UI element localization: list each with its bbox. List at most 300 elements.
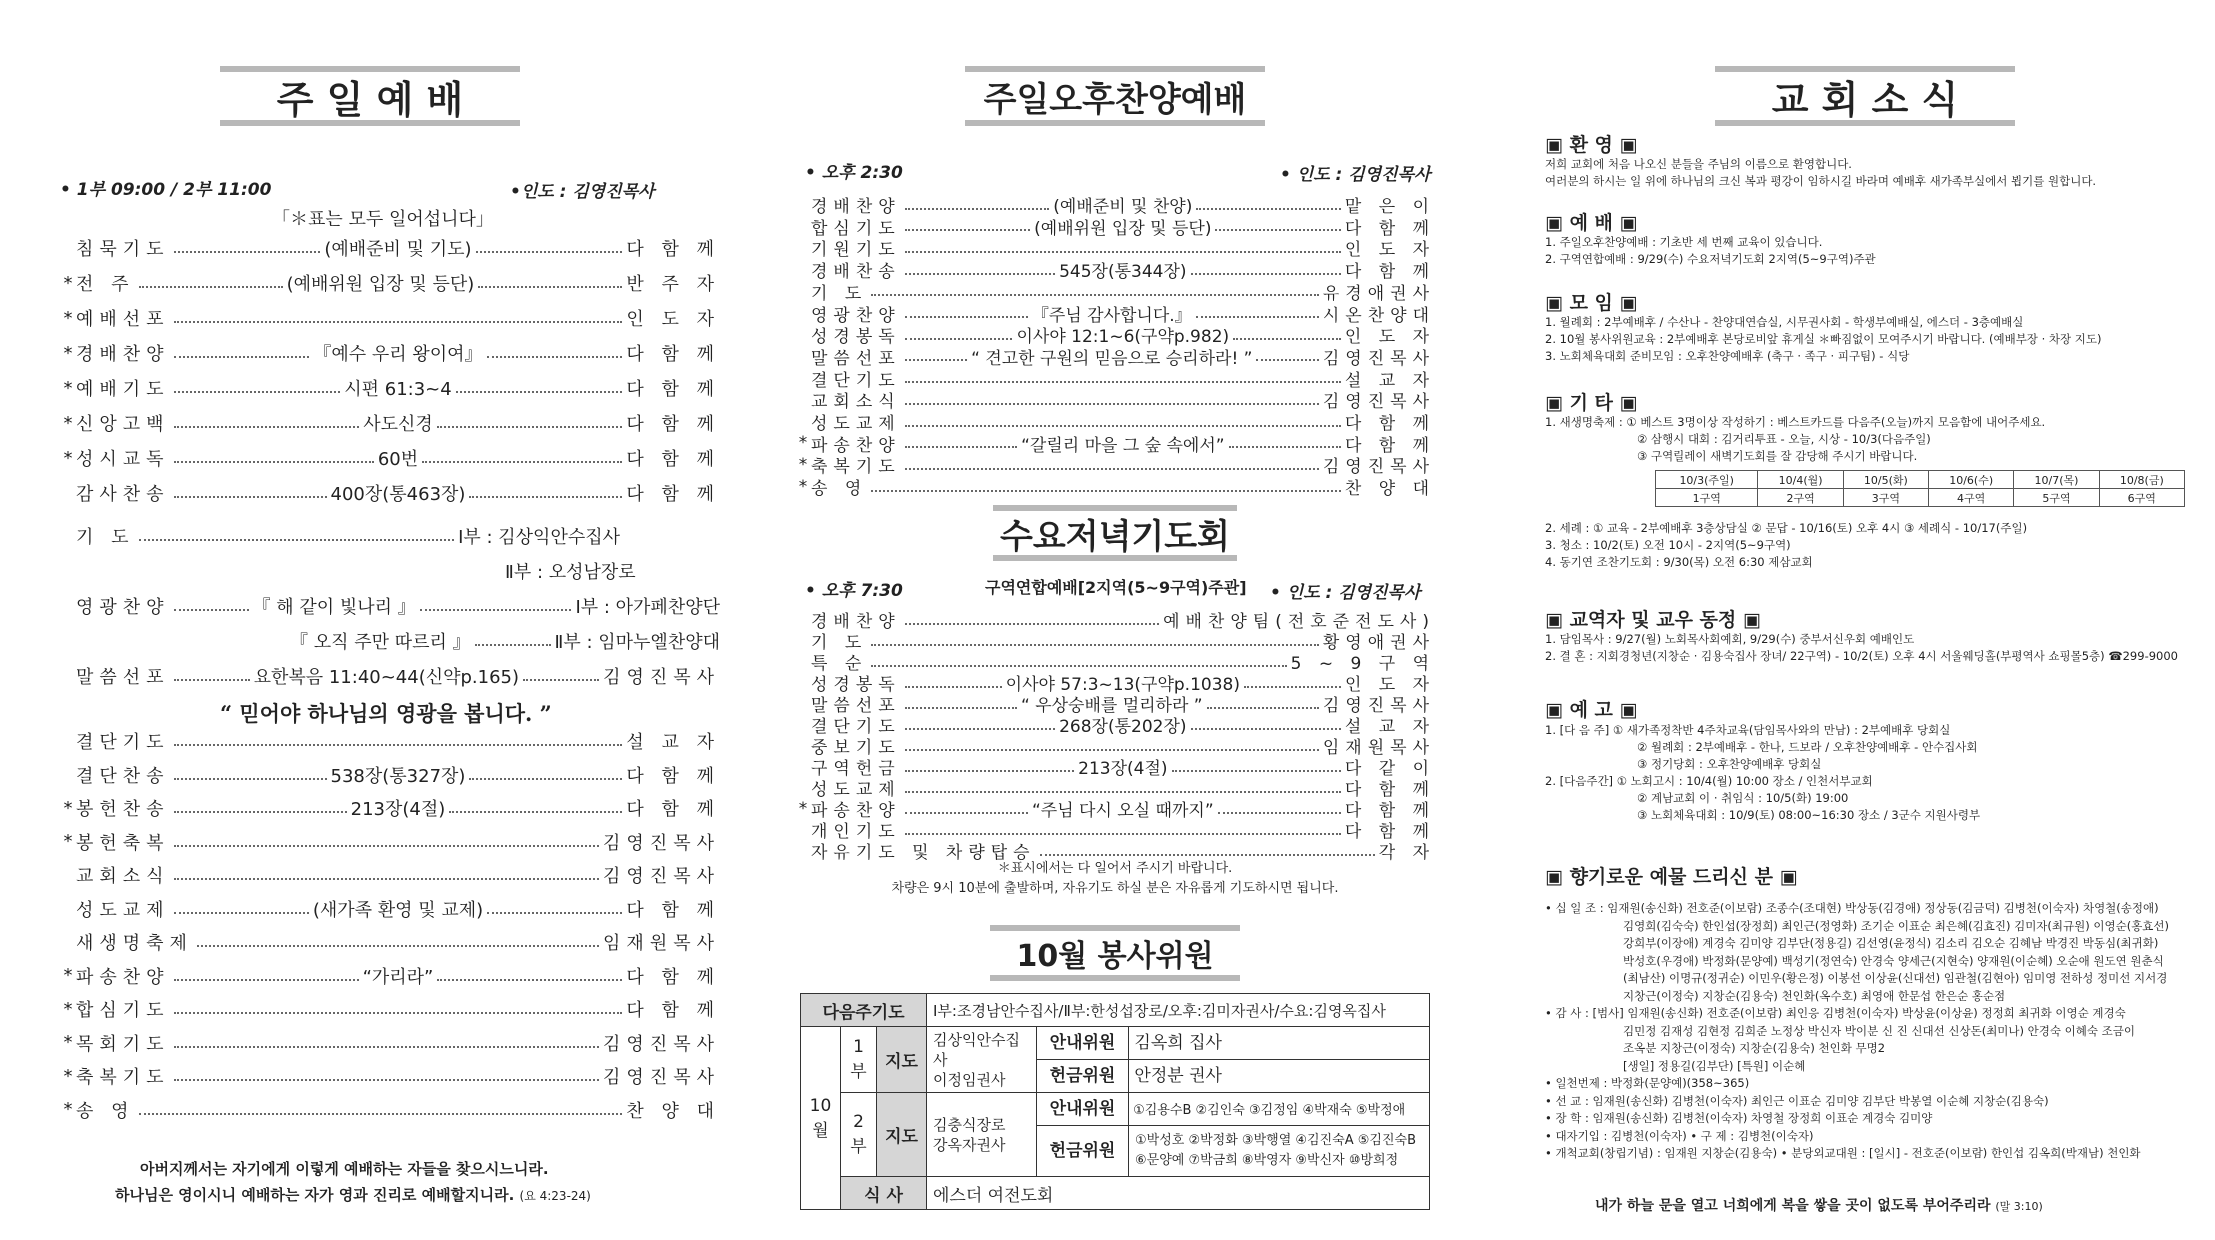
order-leader: 김영진목사 (1322, 457, 1435, 478)
order-label: 파송찬양 (76, 966, 170, 988)
leader-dots (905, 741, 1319, 751)
order-row (60, 963, 720, 989)
leader-dots (1191, 265, 1341, 275)
etc-line: 2. 세례 : ① 교육 - 2부예배후 3층상담실 ② 문답 - 10/16(토) 오후 4시 ③ 세례식 - 10/17(주일) (1545, 521, 2028, 535)
offering-line: 김영희(김숙숙) 한인섭(장정희) 최인근(정영화) 조기순 이표순 최은혜(김효진) 김미자(최규원) 이영순(홍효선) (1623, 918, 2170, 933)
leader-dots (476, 243, 623, 253)
order-label: 결단기도 (76, 732, 170, 753)
leader-dots (174, 1071, 599, 1081)
leader-dots (905, 699, 1017, 709)
order-leader: 김영진목사 (603, 832, 720, 854)
leader-dots (1229, 438, 1341, 448)
preview-line: 2. [다음주간] ① 노회고시 : 10/4(월) 10:00 장소 / 인천서부교회 (1545, 774, 1873, 788)
order-detail: 사도신경 (363, 414, 433, 435)
footer-ref: (요 4:23-24) (519, 1189, 591, 1203)
table-row (801, 1177, 1430, 1210)
usher-label: 안내위원 (1037, 1093, 1129, 1125)
leader-dots (174, 803, 347, 813)
order-leader: 찬 양 대 (1344, 479, 1435, 500)
order-label: 전 주 (76, 274, 135, 295)
sunday-worship-title: 주 일 예 배 (220, 66, 520, 126)
part-1-usher: 김옥희 집사 (1134, 1033, 1222, 1053)
order-leader: 다 함 께 (1344, 262, 1435, 283)
standing-mark: * (63, 1032, 73, 1053)
staff-news-line: 1. 담임목사 : 9/27(월) 노회목사회예회, 9/29(수) 중부서신우회 예배인도 (1545, 632, 1915, 646)
order-row (60, 235, 720, 261)
meal-label: 식 사 (841, 1177, 927, 1210)
leader-dots (905, 243, 1341, 253)
preview-heading: ▣ 예 고 ▣ (1545, 699, 1638, 721)
staff-news-heading: ▣ 교역자 및 교우 동정 ▣ (1545, 609, 1761, 631)
leader-dots (905, 615, 1159, 625)
order-leader: 다 함 께 (1344, 780, 1435, 800)
leader-dots (871, 482, 1341, 492)
leader-dots (871, 657, 1286, 667)
standing-mark: * (63, 1099, 73, 1120)
leader-dots (174, 671, 250, 681)
praise-row-2 (290, 628, 720, 654)
order-leader: 다 함 께 (626, 1000, 720, 1021)
order-leader: 다 함 께 (1344, 414, 1435, 434)
offering-line: 박성호(우경애) 박정화(문양예) 백성기(정연숙) 안경숙 양세근(지현숙) 양재원(이순혜) 오순애 원도연 원춘식 (1623, 953, 2164, 968)
order-label: 봉헌축복 (76, 832, 170, 854)
leader-dots (905, 825, 1341, 835)
prayer-row (60, 523, 620, 549)
relay-date: 10/5(화) (1843, 471, 1928, 489)
relay-date: 10/7(목) (2014, 471, 2099, 489)
offering-heading: ▣ 향기로운 예물 드리신 분 ▣ (1545, 866, 1798, 888)
order-label: 성경봉독 (811, 675, 901, 695)
etc-heading: ▣ 기 타 ▣ (1545, 392, 1638, 414)
order-label: 결단찬송 (76, 765, 170, 787)
welcome-line: 여러분의 하시는 일 위에 하나님의 크신 복과 평강이 임하시길 바라며 예배후 새가족부실에서 뵙기를 원합니다. (1545, 174, 2097, 188)
order-row (60, 1097, 720, 1123)
sermon-row (60, 663, 720, 689)
leader-dots (174, 601, 249, 611)
order-label: 파송찬양 (811, 435, 901, 456)
part-1-cell: 1부 (841, 1027, 877, 1093)
standing-mark: * (798, 433, 808, 454)
leader-dots (1191, 720, 1341, 730)
staff-news-line: 2. 결 혼 : 지회경청년(지창순 · 김용숙집사 장녀/ 22구역) - 10/2(토) 오후 4시 서울웨딩홀(부평역사 쇼핑몰5층) ☎299-9000 (1545, 649, 2178, 663)
leader-dots (139, 1105, 623, 1115)
leader-dots (174, 736, 623, 746)
leader-dots (905, 330, 1013, 340)
leader-dots (478, 278, 622, 288)
order-label: 목회기도 (76, 1033, 170, 1055)
order-leader: 인 도 자 (1344, 675, 1436, 695)
table-row (1656, 489, 2185, 507)
leader-dots (174, 243, 321, 253)
standing-mark: * (798, 798, 808, 819)
offering-label: 헌금위원 (1037, 1126, 1129, 1176)
sunday-worship-column (20, 0, 730, 1240)
leader-dots (174, 1038, 599, 1048)
offering-line: • 개척교회(창립기념) : 임재원 지창순(김용숙) • 분당외교대원 : [일시] - 전호준(이보람) 한인섭 김옥희(박재남) 천인화 (1545, 1146, 2141, 1160)
standing-mark: * (63, 831, 73, 852)
leader-dots (174, 870, 599, 880)
leader-dots (905, 460, 1319, 470)
part-1-offering-cell (1037, 1060, 1430, 1093)
leader-dots (174, 418, 360, 428)
afternoon-worship-title: 주일오후찬양예배 (965, 66, 1265, 126)
praise-leader-1: Ⅰ부 : 아가페찬양단 (575, 597, 720, 618)
worship-line: 1. 주일오후찬양예배 : 기초반 세 번째 교육이 있습니다. (1545, 235, 1823, 249)
order-leader: 다 함 께 (626, 449, 720, 470)
standing-mark: * (63, 797, 73, 819)
church-news-column (1545, 0, 2200, 1240)
order-label: 중보기도 (811, 738, 901, 758)
order-leader: 각 자 (1378, 843, 1435, 863)
part-2-offering-2: ⑥문양예 ⑦박금희 ⑧박영자 ⑨박신자 ⑩방희정 (1135, 1153, 1399, 1168)
order-label: 말씀선포 (76, 667, 170, 688)
leader-category: 지도 (877, 1093, 927, 1177)
leader-dots (905, 200, 1050, 210)
afternoon-time: • 오후 2:30 (805, 163, 903, 183)
order-detail: (예배위원 입장 및 등단) (286, 274, 475, 295)
leader-dots (174, 770, 327, 780)
part-2-leaders: 김충식장로 강옥자권사 (927, 1093, 1037, 1177)
part-2-cell: 2부 (841, 1093, 877, 1177)
order-row (60, 795, 720, 821)
sermon-scripture: 요한복음 11:40~44(신약p.165) (253, 667, 520, 688)
order-row (60, 728, 720, 754)
leader-dots (905, 783, 1341, 793)
order-label: 송 영 (76, 1100, 135, 1122)
meeting-line: 3. 노회체육대회 준비모임 : 오후찬양예배후 (축구 · 족구 · 피구팀) - 식당 (1545, 349, 1910, 363)
order-label: 교회소식 (76, 866, 170, 887)
leader-dots (905, 351, 967, 361)
relay-group: 2구역 (1758, 489, 1843, 507)
order-label: 기 도 (811, 633, 868, 653)
order-label: 경배찬송 (811, 262, 901, 283)
preview-line: ③ 노회체육대회 : 10/9(토) 08:00~16:30 장소 / 3군수 지원사령부 (1637, 808, 1981, 822)
order-leader: 인 도 자 (1344, 327, 1435, 348)
order-label: 예배선포 (76, 309, 170, 330)
order-label: 신앙고백 (76, 414, 170, 435)
order-label: 성도교제 (811, 780, 901, 800)
leader-dots (1233, 330, 1341, 340)
order-leader: 김영진목사 (603, 1067, 720, 1088)
standing-note: 「＊표는 모두 일어섭니다」 (272, 209, 494, 230)
leader-dots (1256, 351, 1318, 361)
order-leader: 설 교 자 (1344, 717, 1435, 737)
order-leader: 시온찬양대 (1322, 305, 1435, 326)
order-label: 영광찬양 (811, 305, 901, 326)
order-label: 자유기도 및 차량탑승 (811, 843, 1036, 863)
meeting-line: 1. 월례회 : 2부예배후 / 수산나 - 찬양대연습실, 시무권사회 - 학생부예배실, 에스더 - 3층예배실 (1545, 315, 2024, 329)
order-row (60, 996, 720, 1022)
offering-line: 김민정 김재성 김현정 김희준 노정상 박신자 박이분 신 진 신대선 신상돈(최미나) 안경숙 이혜숙 조금이 (1623, 1023, 2135, 1038)
order-label: 성도교제 (76, 899, 170, 921)
part-1-usher-cell (1037, 1027, 1430, 1060)
volunteers-title: 10월 봉사위원 (990, 925, 1240, 981)
order-row (60, 1063, 720, 1089)
leader-dots (174, 453, 374, 463)
leader-dots (1215, 221, 1340, 231)
leader-dots (1040, 846, 1375, 856)
table-row (801, 1093, 1430, 1126)
leader-dots (174, 837, 599, 847)
part-1-leaders: 김상익안수집사 이정임권사 (927, 1027, 1037, 1093)
order-label: 기원기도 (811, 240, 901, 261)
relay-group: 6구역 (2099, 489, 2184, 507)
sermon-leader: 김영진목사 (603, 667, 721, 688)
order-detail: “가리라” (362, 966, 434, 988)
order-leader: 유경애권사 (1322, 283, 1435, 304)
leader-dots (905, 308, 1028, 318)
order-leader: 찬 양 대 (626, 1100, 720, 1122)
order-leader: 임재원목사 (1322, 738, 1435, 758)
preview-line: ② 계남교회 이 · 취임식 : 10/5(화) 19:00 (1637, 791, 1849, 805)
order-leader: 황영애권사 (1322, 633, 1435, 653)
part-2-offering-names (1129, 1131, 1416, 1171)
standing-mark: * (63, 1065, 73, 1087)
order-row (60, 929, 720, 955)
order-label: 교회소식 (811, 392, 901, 413)
order-label: 성도교제 (811, 414, 901, 434)
etc-line: ③ 구역릴레이 새벽기도회를 잘 감당해 주시기 바랍니다. (1637, 449, 1918, 463)
offering-line: • 선 교 : 임재원(송신화) 김병천(이숙자) 최인근 이표순 김미양 김부단 박봉열 이순혜 지창순(김용숙) (1545, 1093, 2049, 1108)
order-leader: 맡 은 이 (1344, 197, 1435, 217)
relay-date: 10/8(금) (2099, 471, 2184, 489)
order-detail: 이사야 57:3~13(구약p.1038) (1005, 675, 1240, 695)
leader-dots (422, 453, 622, 463)
leader-dots (475, 636, 551, 646)
offering-line: 조옥분 지창근(이정숙) 지창순(김용숙) 천인화 무명2 (1623, 1041, 1886, 1055)
welcome-heading: ▣ 환 영 ▣ (1545, 134, 1638, 156)
leader-dots (1207, 699, 1319, 709)
leader-dots (174, 348, 310, 358)
order-detail: 213장(4절) (1078, 759, 1168, 779)
wednesday-note-2: 차량은 9시 10분에 출발하며, 자유기도 하실 분은 자유롭게 기도하시면 됩니다. (891, 881, 1339, 896)
leader-dots (174, 904, 309, 914)
footer-verse-2 (115, 1184, 591, 1205)
order-label: 기 도 (811, 283, 868, 304)
order-leader: 김영진목사 (603, 866, 720, 887)
order-detail: 538장(통327장) (330, 765, 466, 787)
order-leader: 반 주 자 (626, 274, 720, 295)
leader-dots (905, 395, 1319, 405)
praise-row-1 (60, 593, 720, 619)
order-leader: 다 함 께 (1344, 822, 1435, 842)
service-leader: •인도 : 김영진목사 (510, 182, 655, 202)
order-detail: 이사야 12:1~6(구약p.982) (1016, 327, 1230, 348)
order-leader: 설 교 자 (626, 732, 720, 753)
order-detail: (예배위원 입장 및 등단) (1034, 218, 1212, 239)
order-label: 파송찬양 (811, 801, 901, 821)
leader-dots (437, 971, 622, 981)
order-leader: 다 함 께 (1344, 801, 1435, 821)
relay-prayer-table (1655, 470, 2185, 507)
order-label: 새생명축제 (76, 933, 193, 954)
order-row (60, 270, 720, 296)
order-label: 결단기도 (811, 370, 901, 391)
worship-heading: ▣ 예 배 ▣ (1545, 212, 1638, 234)
prayer-part-1: Ⅰ부 : 김상익안수집사 (458, 527, 620, 548)
order-label: 경배찬양 (76, 344, 170, 365)
order-label: 결단기도 (811, 717, 901, 737)
order-leader: 다 함 께 (1344, 218, 1435, 239)
leader-dots (174, 313, 623, 323)
standing-mark: * (63, 377, 73, 399)
order-label: 성시교독 (76, 449, 170, 470)
table-row (801, 1027, 1430, 1060)
order-leader: 인 도 자 (626, 309, 720, 330)
relay-group: 4구역 (1929, 489, 2014, 507)
offering-line: 강희부(이장애) 계경숙 김미양 김부단(정용길) 김선영(윤정식) 김소리 김오순 김혜남 박경진 박동심(최귀화) (1623, 936, 2159, 950)
leader-dots (174, 971, 359, 981)
offering-line: • 십 일 조 : 임재원(송신화) 전호준(이보람) 조종수(조대현) 박상동(김경애) 정상동(김금덕) 김병천(이숙자) 차영철(송정애) (1545, 901, 2159, 915)
order-row (60, 375, 720, 401)
standing-mark: * (63, 965, 73, 986)
part-1-offering: 안정분 권사 (1134, 1066, 1222, 1086)
sermon-title: “ 믿어야 하나님의 영광을 봅니다. ” (220, 701, 552, 726)
order-leader: 다 함 께 (626, 239, 721, 260)
leader-dots (905, 221, 1030, 231)
order-detail: (예배준비 및 기도) (324, 239, 472, 260)
relay-group: 3구역 (1843, 489, 1928, 507)
order-leader: 다 함 께 (626, 899, 720, 921)
offering-line: • 장 학 : 임재원(송신화) 김병천(이숙자) 차영철 장정희 이표순 계경숙 김미양 (1545, 1111, 1933, 1125)
order-label: 합심기도 (811, 218, 901, 239)
order-label: 송 영 (811, 479, 868, 500)
order-leader: 다 함 께 (626, 414, 721, 435)
order-label: 감사찬송 (76, 484, 170, 505)
order-detail: 545장(통344장) (1059, 262, 1187, 283)
order-detail: “주님 다시 오실 때까지” (1032, 801, 1214, 821)
month-cell: 10월 (801, 1027, 841, 1210)
preview-line: ② 월례회 : 2부예배후 - 한나, 드보라 / 오후찬양예배후 - 안수집사회 (1637, 740, 1978, 754)
etc-line: ② 삼행시 대회 : 김거리투표 - 오늘, 시상 - 10/3(다음주일) (1637, 432, 1931, 446)
leader-dots (469, 488, 622, 498)
church-news-title: 교 회 소 식 (1715, 66, 2015, 126)
leader-dots (487, 348, 623, 358)
relay-date: 10/6(수) (1929, 471, 2014, 489)
next-prayer-value: Ⅰ부:조경남안수집사/Ⅱ부:한성섭장로/오후:김미자권사/수요:김영옥집사 (927, 994, 1430, 1027)
order-leader: 김영진목사 (1322, 392, 1435, 413)
standing-mark: * (63, 447, 73, 469)
order-label: 말씀선포 (811, 696, 901, 716)
leader-dots (174, 1004, 623, 1014)
order-row (60, 305, 720, 331)
standing-mark: * (798, 454, 808, 475)
leader-dots (905, 417, 1341, 427)
standing-mark: * (63, 998, 73, 1020)
meeting-heading: ▣ 모 임 ▣ (1545, 292, 1638, 314)
leader-dots (1172, 762, 1341, 772)
order-leader: 설 교 자 (1344, 370, 1435, 391)
offering-label: 헌금위원 (1037, 1060, 1129, 1092)
leader-dots (174, 488, 327, 498)
praise-leader-2: Ⅱ부 : 임마누엘찬양대 (554, 632, 720, 653)
leader-dots (871, 286, 1319, 296)
order-row (60, 829, 720, 855)
order-label: 봉헌찬송 (76, 799, 170, 820)
leader-dots (1244, 678, 1341, 688)
leader-dots (139, 278, 283, 288)
leader-dots (437, 418, 623, 428)
preview-line: ③ 정기당회 : 오후찬양예배후 당회실 (1637, 757, 1822, 771)
offering-line: [생일] 정용길(김부단) [특원] 이순혜 (1623, 1058, 1806, 1073)
order-leader: 5 ~ 9 구 역 (1290, 654, 1435, 674)
order-label: 침묵기도 (76, 239, 170, 260)
order-leader: 다 함 께 (626, 799, 720, 820)
footer-verse (1595, 1195, 2043, 1215)
offering-line: (최남산) 이명규(정귀순) 이민우(황은정) 이봉선 이상윤(신대선) 임관철(김현아) 임미영 전하성 정미선 지서경 (1623, 971, 2168, 985)
leader-dots (469, 770, 622, 780)
order-label: 영광찬양 (76, 597, 170, 618)
leader-dots (905, 373, 1341, 383)
footer-verse-2-text: 하나님은 영이시니 예배하는 자가 영과 진리로 예배할지니라. (115, 1186, 515, 1204)
order-label: 축복기도 (811, 457, 901, 478)
order-label: 기 도 (76, 527, 135, 548)
leader-category: 지도 (877, 1027, 927, 1093)
leader-dots (905, 720, 1055, 730)
prayer-part-2: Ⅱ부 : 오성남장로 (505, 562, 636, 583)
order-row (60, 410, 720, 436)
footer-ref: (말 3:10) (1995, 1200, 2043, 1213)
praise-song-1: 『 해 같이 빛나리 』 (252, 597, 416, 618)
etc-line: 4. 동기연 조찬기도회 : 9/30(목) 오전 6:30 제삼교회 (1545, 555, 1813, 569)
etc-line: 3. 청소 : 10/2(토) 오전 10시 - 2지역(5~9구역) (1545, 538, 1791, 552)
wednesday-subtitle: 구역연합예배[2지역(5~9구역)주관] (985, 578, 1247, 597)
leader-dots (420, 601, 572, 611)
leader-dots (139, 531, 455, 541)
order-leader: 다 함 께 (1344, 435, 1436, 456)
order-detail: 『주님 감사합니다.』 (1031, 305, 1192, 326)
afternoon-leader: • 인도 : 김영진목사 (1280, 165, 1431, 185)
order-detail: “갈릴리 마을 그 숲 속에서” (1021, 435, 1225, 456)
volunteers-table (800, 993, 1430, 1210)
order-row (795, 474, 1435, 499)
offering-line: • 대자기입 : 김병천(이숙자) • 구 제 : 김병천(이숙자) (1545, 1128, 1814, 1143)
order-leader: 다 함 께 (626, 484, 720, 505)
standing-mark: * (63, 307, 73, 329)
relay-date: 10/4(월) (1758, 471, 1843, 489)
meeting-line: 2. 10월 봉사위원교육 : 2부예배후 본당로비앞 휴게실 ＊빠짐없이 모여주시기 바랍니다. (예배부장 · 차장 지도) (1545, 332, 2102, 346)
leader-dots (905, 762, 1074, 772)
order-detail: (새가족 환영 및 교제) (312, 899, 484, 921)
order-label: 축복기도 (76, 1067, 170, 1088)
leader-dots (905, 678, 1002, 688)
preview-line: 1. [다 음 주] ① 새가족정착반 4주차교육(담임목사와의 만남) : 2부예배후 당회실 (1545, 723, 1951, 737)
order-label: 특 순 (811, 654, 868, 674)
standing-mark: * (63, 342, 73, 364)
afternoon-worship-column (785, 0, 1445, 1240)
order-detail: 시편 61:3~4 (344, 379, 452, 400)
order-leader: 인 도 자 (1344, 240, 1435, 261)
service-time: • 1부 09:00 / 2부 11:00 (60, 180, 272, 200)
order-detail: 213장(4절) (350, 799, 446, 820)
order-label: 경배찬양 (811, 197, 901, 217)
order-detail: 268장(통202장) (1059, 717, 1187, 737)
order-leader: 김영진목사 (1322, 348, 1435, 369)
order-label: 구역헌금 (811, 759, 901, 779)
order-leader: 예배찬양팀(전호준전도사) (1163, 612, 1435, 632)
order-leader: 다 함 께 (626, 344, 720, 365)
order-row (60, 480, 720, 506)
leader-dots (1196, 200, 1341, 210)
offering-line: • 감 사 : [범사] 임재원(송신화) 전호준(이보람) 최인응 김병천(이숙자) 박상윤(이상윤) 정정희 최귀화 이영순 계경숙 (1545, 1006, 2126, 1020)
part-2-offering-cell (1037, 1126, 1430, 1177)
order-row (60, 445, 720, 471)
part-2-offering-1: ①박성호 ②박정화 ③박행열 ④김진숙A ⑤김진숙B (1135, 1133, 1416, 1148)
leader-dots (905, 265, 1055, 275)
order-leader: 다 함 께 (626, 765, 720, 787)
wednesday-title: 수요저녁기도회 (993, 505, 1237, 561)
wednesday-time: • 오후 7:30 (805, 581, 903, 601)
